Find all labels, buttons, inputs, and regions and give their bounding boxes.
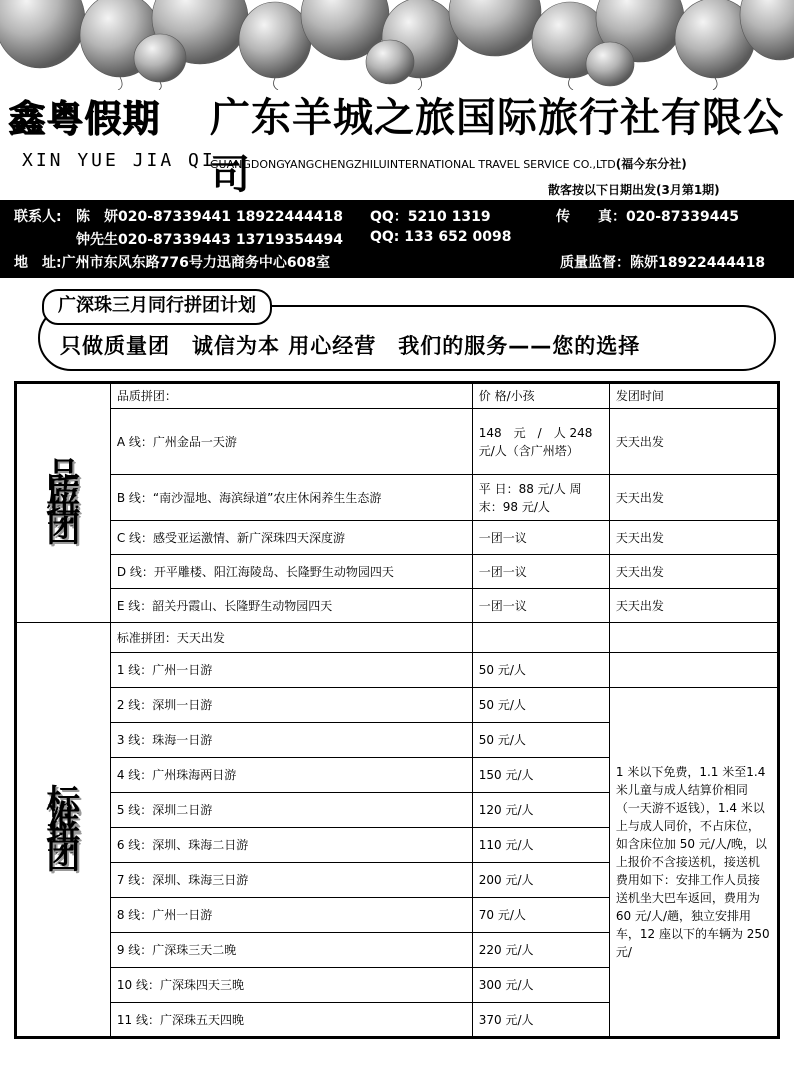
table-row	[16, 409, 779, 475]
route-name: 11 线：广深珠五天四晚	[110, 1003, 472, 1038]
quality-header-price: 价 格/小孩	[472, 383, 609, 409]
route-name: 4 线：广州珠海两日游	[110, 758, 472, 793]
route-time: 天天出发	[609, 589, 778, 623]
standard-header-time	[609, 623, 778, 653]
quality-category-label	[16, 383, 111, 623]
route-price: 50 元/人	[472, 653, 609, 688]
route-name: 9 线：广深珠三天二晚	[110, 933, 472, 968]
quality-category-text: 品质拼团	[46, 456, 81, 550]
standard-header-price	[472, 623, 609, 653]
route-price: 50 元/人	[472, 723, 609, 758]
contact-address: 地 址:广州市东风东路776号力迅商务中心608室	[14, 255, 331, 271]
standard-header-row	[16, 623, 779, 653]
departure-note: 散客按以下日期出发(3月第1期)	[548, 183, 720, 197]
route-price: 50 元/人	[472, 688, 609, 723]
route-time: 天天出发	[609, 521, 778, 555]
route-name: 10 线：广深珠四天三晚	[110, 968, 472, 1003]
route-price: 200 元/人	[472, 863, 609, 898]
company-name-english	[210, 155, 687, 172]
standard-category-label	[16, 623, 111, 1038]
route-time: 天天出发	[609, 555, 778, 589]
table-row	[16, 521, 779, 555]
company-name-chinese: 广东羊城之旅国际旅行社有限公司	[210, 95, 784, 198]
route-name: 1 线：广州一日游	[110, 653, 472, 688]
route-name: D 线：开平雕楼、阳江海陵岛、长隆野生动物园四天	[110, 555, 472, 589]
route-price: 148 元 / 人 248 元/人（含广州塔）	[472, 409, 609, 475]
route-price: 110 元/人	[472, 828, 609, 863]
branch-label: (福今东分社)	[615, 157, 687, 171]
route-time: 天天出发	[609, 475, 778, 521]
plan-title: 广深珠三月同行拼团计划	[42, 289, 272, 325]
contact-person-1: 陈 妍020-87339441 18922444418	[76, 209, 343, 225]
route-name: 8 线：广州一日游	[110, 898, 472, 933]
quality-header-name: 品质拼团：	[110, 383, 472, 409]
child-policy-note: 1 米以下免费，1.1 米至1.4米儿童与成人结算价相同（一天游不返钱），1.4 米以上与成人同价，不占床位，如含床位加 50 元/人/晚，以上报价不含接送机，接送机费用如下：安排工作人员接送机坐大巴车返回，费用为 60 元/人/趟，独立安排用车，12 座以下的车辆为 250元/	[609, 688, 778, 1038]
quality-supervision: 质量监督：陈妍18922444418	[560, 255, 766, 271]
quality-header-row	[16, 383, 779, 409]
route-price: 370 元/人	[472, 1003, 609, 1038]
contact-qq-2: QQ: 133 652 0098	[370, 229, 512, 245]
balloons-banner-image	[0, 0, 794, 90]
route-price: 220 元/人	[472, 933, 609, 968]
route-time: 天天出发	[609, 409, 778, 475]
route-name: 6 线：深圳、珠海二日游	[110, 828, 472, 863]
tour-plan-table	[14, 381, 780, 1039]
route-name: E 线：韶关丹霞山、长隆野生动物园四天	[110, 589, 472, 623]
route-price: 一团一议	[472, 589, 609, 623]
route-price: 70 元/人	[472, 898, 609, 933]
route-name: 5 线：深圳二日游	[110, 793, 472, 828]
company-english-text: GUANGDONGYANGCHENGZHILUINTERNATIONAL TRAVEL SERVICE CO.,LTD	[210, 158, 616, 171]
table-row	[16, 589, 779, 623]
route-name: 7 线：深圳、珠海三日游	[110, 863, 472, 898]
contact-bar	[0, 200, 794, 278]
table-row	[16, 555, 779, 589]
route-name: B 线：“南沙湿地、海滨绿道”农庄休闲养生生态游	[110, 475, 472, 521]
route-name: 2 线：深圳一日游	[110, 688, 472, 723]
route-price: 300 元/人	[472, 968, 609, 1003]
standard-header-name: 标准拼团：天天出发	[110, 623, 472, 653]
standard-category-text: 标准拼团	[46, 782, 81, 877]
table-row	[16, 475, 779, 521]
route-price: 一团一议	[472, 555, 609, 589]
route-price: 120 元/人	[472, 793, 609, 828]
brand-name-english: XIN YUE JIA QI	[22, 150, 216, 171]
quality-header-time: 发团时间	[609, 383, 778, 409]
standard-empty-cell	[609, 653, 778, 688]
route-price: 一团一议	[472, 521, 609, 555]
route-name: A 线：广州金品一天游	[110, 409, 472, 475]
contact-person-2: 钟先生020-87339443 13719354494	[76, 232, 343, 248]
contact-label: 联系人:	[14, 209, 62, 225]
route-name: C 线：感受亚运激情、新广深珠四天深度游	[110, 521, 472, 555]
contact-qq-1: QQ：5210 1319	[370, 209, 491, 225]
slogan-text: 只做质量团 诚信为本 用心经营 我们的服务——您的选择	[60, 334, 641, 358]
brand-name-chinese: 鑫粤假期	[8, 96, 160, 140]
route-name: 3 线：珠海一日游	[110, 723, 472, 758]
contact-fax: 传 真：020-87339445	[556, 209, 739, 225]
route-price: 平 日：88 元/人 周末：98 元/人	[472, 475, 609, 521]
table-row	[16, 688, 779, 723]
route-price: 150 元/人	[472, 758, 609, 793]
table-row	[16, 653, 779, 688]
